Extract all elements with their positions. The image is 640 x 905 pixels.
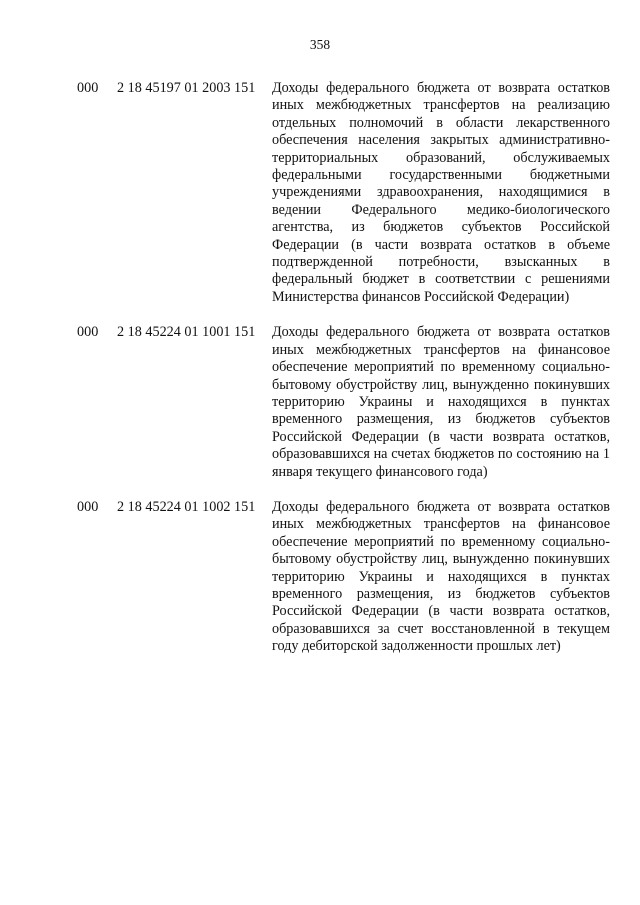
budget-classification-code: 2 18 45224 01 1002 151 [117,498,256,515]
budget-code-list [77,80,610,674]
revenue-description: Доходы федерального бюджета от возврата остатков иных межбюджетных трансфертов на финансовое обеспечение мероприятий по временному социально-бытовому обустройству лиц, вынужденно покинувших территорию Украины и находящихся в пунктах временного размещения, из бюджетов субъектов Российской Федерации (в части возврата остатков, образовавшихся на счетах бюджетов по состоянию на 1 января текущего финансового года) [272,324,610,480]
page-number: 358 [309,37,331,52]
budget-classification-code: 2 18 45224 01 1001 151 [117,324,256,341]
budget-classification-code: 2 18 45197 01 2003 151 [117,80,256,96]
administrator-code: 000 [77,80,99,96]
budget-entry [77,499,610,656]
budget-entry [77,324,610,481]
administrator-code: 000 [77,498,99,515]
revenue-description: Доходы федерального бюджета от возврата остатков иных межбюджетных трансфертов на реализацию отдельных полномочий в области лекарственного обеспечения населения закрытых административно-территориальных образований, обслуживаемых федеральными государственными бюджетными учреждениями здравоохранения, находящимися в ведении Федерального медико-биологического агентства, из бюджетов субъектов Российской Федерации (в части возврата остатков в объеме подтвержденной потребности, взысканных в федеральный бюджет в соответствии с решениями Министерства финансов Российской Федерации) [272,80,610,305]
administrator-code: 000 [77,324,99,341]
budget-entry [77,80,610,306]
revenue-description: Доходы федерального бюджета от возврата остатков иных межбюджетных трансфертов на финансовое обеспечение мероприятий по временному социально-бытовому обустройству лиц, вынужденно покинувших территорию Украины и находящихся в пунктах временного размещения, из бюджетов субъектов Российской Федерации (в части возврата остатков, образовавшихся за счет восстановленной в текущем году дебиторской задолженности прошлых лет) [272,498,610,655]
